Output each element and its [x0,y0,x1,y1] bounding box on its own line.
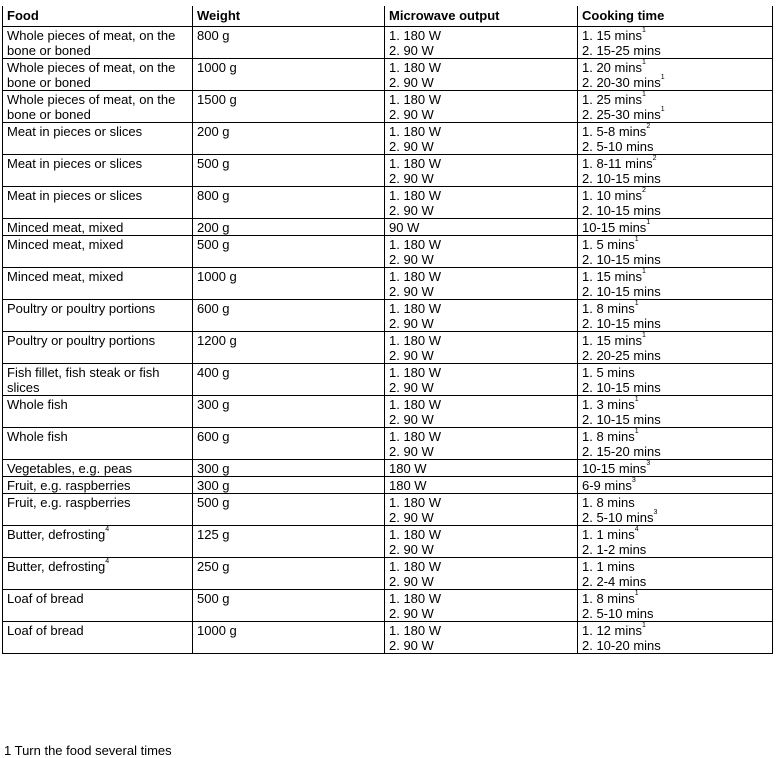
time-text: 1. 5 mins [582,365,635,380]
footnote-ref: 4 [105,526,110,533]
time-text: 2. 5-10 mins [582,606,654,621]
footnote-ref: 1 [646,219,651,226]
food-label: Loaf of bread [7,623,84,638]
cell-cooking-time [578,300,773,332]
time-step [582,107,768,122]
cell-cooking-time [578,558,773,590]
output-step: 2. 90 W [389,252,434,267]
cell-microwave-output [385,27,578,59]
footnote-ref: 1 [634,300,639,307]
cell-weight: 400 g [193,364,385,396]
footnote-ref: 1 [641,268,646,275]
time-step [582,43,768,58]
output-step: 180 W [389,478,427,493]
cell-weight: 200 g [193,123,385,155]
cell-food [3,494,193,526]
footnote-ref: 3 [631,477,636,484]
cell-weight: 1000 g [193,59,385,91]
time-text: 1. 8-11 mins [582,156,653,171]
output-step: 2. 90 W [389,203,434,218]
time-text: 1. 10 mins [582,188,642,203]
cell-microwave-output [385,155,578,187]
table-header-row [3,6,773,27]
cell-food [3,268,193,300]
time-text: 2. 10-15 mins [582,203,661,218]
food-label: Meat in pieces or slices [7,156,143,171]
time-step [582,606,768,621]
output-step: 1. 180 W [389,495,442,510]
time-step [582,220,768,235]
cell-cooking-time [578,59,773,91]
cell-weight: 500 g [193,590,385,622]
time-step [582,92,768,107]
cell-food [3,396,193,428]
footnote-ref: 1 [641,91,646,98]
output-step: 1. 180 W [389,188,442,203]
cell-weight: 800 g [193,27,385,59]
time-step [582,252,768,267]
cell-weight: 600 g [193,300,385,332]
table-row [3,219,773,236]
cell-cooking-time [578,27,773,59]
cell-microwave-output [385,622,578,654]
food-label: Vegetables, e.g. peas [7,461,133,476]
footnote-ref: 1 [641,332,646,339]
time-step [582,380,768,395]
cell-food [3,332,193,364]
cell-microwave-output [385,59,578,91]
time-step [582,333,768,348]
cell-weight: 600 g [193,428,385,460]
time-step [582,124,768,139]
time-step [582,156,768,171]
output-step: 1. 180 W [389,397,442,412]
table-row [3,59,773,91]
time-step [582,284,768,299]
time-text: 2. 15-20 mins [582,444,661,459]
output-step: 2. 90 W [389,380,434,395]
time-step [582,348,768,363]
cell-weight: 300 g [193,460,385,477]
time-text: 2. 10-15 mins [582,316,661,331]
output-step: 2. 90 W [389,444,434,459]
cell-microwave-output [385,91,578,123]
food-label: Whole pieces of meat, on the bone or boned [7,60,176,90]
time-step [582,28,768,43]
cell-cooking-time [578,332,773,364]
table-row [3,428,773,460]
time-text: 1. 8 mins [582,495,635,510]
output-step: 2. 90 W [389,606,434,621]
footnote-ref: 1 [634,236,639,243]
cell-microwave-output [385,219,578,236]
cell-cooking-time [578,268,773,300]
cell-microwave-output [385,123,578,155]
time-step [582,412,768,427]
time-text: 1. 8 mins [582,591,635,606]
time-text: 2. 2-4 mins [582,574,647,589]
time-text: 2. 25-30 mins [582,107,661,122]
time-step [582,171,768,186]
output-step: 2. 90 W [389,510,434,525]
time-step [582,444,768,459]
cell-food [3,477,193,494]
output-step: 1. 180 W [389,527,442,542]
cell-microwave-output [385,364,578,396]
output-step: 2. 90 W [389,284,434,299]
time-text: 1. 5 mins [582,237,635,252]
food-label: Butter, defrosting [7,527,106,542]
cell-food [3,155,193,187]
cell-microwave-output [385,494,578,526]
cell-food [3,123,193,155]
cell-microwave-output [385,428,578,460]
output-step: 2. 90 W [389,316,434,331]
table-row [3,123,773,155]
time-text: 1. 15 mins [582,28,642,43]
cell-microwave-output [385,236,578,268]
time-text: 1. 12 mins [582,623,642,638]
time-text: 1. 20 mins [582,60,642,75]
cell-microwave-output [385,590,578,622]
time-text: 2. 10-15 mins [582,380,661,395]
cell-microwave-output [385,460,578,477]
food-label: Meat in pieces or slices [7,124,143,139]
cell-cooking-time [578,396,773,428]
cell-weight: 250 g [193,558,385,590]
time-step [582,623,768,638]
time-text: 2. 20-25 mins [582,348,661,363]
table-row [3,155,773,187]
time-step [582,429,768,444]
cell-weight: 800 g [193,187,385,219]
food-label: Fish fillet, fish steak or fish slices [7,365,160,395]
time-step [582,75,768,90]
cell-cooking-time [578,590,773,622]
time-step [582,591,768,606]
cell-weight: 300 g [193,396,385,428]
time-step [582,60,768,75]
cell-cooking-time [578,187,773,219]
footnote-ref: 1 [660,106,665,113]
time-step [582,638,768,653]
output-step: 1. 180 W [389,124,442,139]
time-step [582,316,768,331]
footnote: 1 Turn the food several times [4,743,172,758]
time-step [582,461,768,476]
output-step: 1. 180 W [389,237,442,252]
cell-cooking-time [578,428,773,460]
time-text: 10-15 mins [582,461,647,476]
footnote-ref: 4 [105,558,110,565]
cell-cooking-time [578,494,773,526]
table-row [3,27,773,59]
time-text: 1. 5-8 mins [582,124,647,139]
table-row [3,187,773,219]
time-text: 2. 10-15 mins [582,284,661,299]
cell-food [3,300,193,332]
output-step: 1. 180 W [389,269,442,284]
output-step: 1. 180 W [389,28,442,43]
cell-microwave-output [385,268,578,300]
cell-microwave-output [385,332,578,364]
output-step: 1. 180 W [389,591,442,606]
food-label: Whole pieces of meat, on the bone or boned [7,92,176,122]
time-text: 2. 10-15 mins [582,252,661,267]
time-text: 1. 25 mins [582,92,642,107]
cell-food [3,59,193,91]
table-row [3,622,773,654]
cell-cooking-time [578,155,773,187]
food-label: Fruit, e.g. raspberries [7,495,131,510]
cell-weight: 1000 g [193,268,385,300]
cell-microwave-output [385,396,578,428]
time-step [582,478,768,493]
table-row [3,558,773,590]
table-row [3,396,773,428]
time-step [582,527,768,542]
output-step: 2. 90 W [389,171,434,186]
defrosting-table [2,6,773,654]
food-label: Minced meat, mixed [7,269,124,284]
food-label: Whole fish [7,397,68,412]
cell-weight: 200 g [193,219,385,236]
output-step: 180 W [389,461,427,476]
cell-microwave-output [385,187,578,219]
footnote-ref: 2 [652,155,657,162]
time-text: 2. 10-15 mins [582,171,661,186]
cell-weight: 1200 g [193,332,385,364]
cell-food [3,428,193,460]
header-microwave-output: Microwave output [385,6,578,27]
cell-food [3,622,193,654]
table-row [3,332,773,364]
footnote-ref: 4 [634,526,639,533]
cell-food [3,590,193,622]
table-row [3,268,773,300]
time-text: 1. 15 mins [582,269,642,284]
footnote-ref: 1 [634,396,639,403]
cell-cooking-time [578,236,773,268]
footnote-ref: 2 [646,123,651,130]
footnote-ref: 1 [641,27,646,34]
cell-weight: 300 g [193,477,385,494]
cell-cooking-time [578,123,773,155]
time-step [582,397,768,412]
time-text: 1. 15 mins [582,333,642,348]
output-step: 2. 90 W [389,139,434,154]
time-text: 1. 8 mins [582,429,635,444]
table-row [3,91,773,123]
time-text: 2. 20-30 mins [582,75,661,90]
table-row [3,364,773,396]
output-step: 2. 90 W [389,348,434,363]
time-text: 10-15 mins [582,220,647,235]
time-step [582,542,768,557]
cell-food [3,27,193,59]
output-step: 1. 180 W [389,156,442,171]
output-step: 1. 180 W [389,559,442,574]
cell-weight: 1000 g [193,622,385,654]
header-food: Food [3,6,193,27]
cell-food [3,460,193,477]
cell-microwave-output [385,477,578,494]
header-weight: Weight [193,6,385,27]
footnote-ref: 1 [641,622,646,629]
time-text: 1. 3 mins [582,397,635,412]
output-step: 1. 180 W [389,429,442,444]
time-step [582,139,768,154]
table-row [3,477,773,494]
time-step [582,559,768,574]
table-row [3,590,773,622]
cell-food [3,526,193,558]
output-step: 2. 90 W [389,412,434,427]
time-step [582,365,768,380]
output-step: 1. 180 W [389,92,442,107]
cell-food [3,558,193,590]
cell-cooking-time [578,91,773,123]
time-step [582,495,768,510]
cell-cooking-time [578,219,773,236]
cell-food [3,187,193,219]
footnote-ref: 1 [660,74,665,81]
cell-cooking-time [578,477,773,494]
cell-food [3,236,193,268]
table-row [3,300,773,332]
cell-weight: 1500 g [193,91,385,123]
time-step [582,574,768,589]
time-text: 2. 1-2 mins [582,542,647,557]
footnote-ref: 1 [634,590,639,597]
table-row [3,526,773,558]
time-step [582,510,768,525]
cell-weight: 125 g [193,526,385,558]
output-step: 2. 90 W [389,638,434,653]
cell-food [3,91,193,123]
cell-weight: 500 g [193,155,385,187]
cell-microwave-output [385,558,578,590]
time-step [582,301,768,316]
output-step: 1. 180 W [389,333,442,348]
cell-cooking-time [578,622,773,654]
time-step [582,237,768,252]
output-step: 2. 90 W [389,574,434,589]
food-label: Poultry or poultry portions [7,333,156,348]
time-text: 2. 10-20 mins [582,638,661,653]
cell-cooking-time [578,364,773,396]
cell-food [3,219,193,236]
time-text: 1. 8 mins [582,301,635,316]
output-step: 2. 90 W [389,542,434,557]
time-step [582,269,768,284]
output-step: 1. 180 W [389,623,442,638]
cell-food [3,364,193,396]
output-step: 1. 180 W [389,60,442,75]
table-row [3,460,773,477]
output-step: 2. 90 W [389,107,434,122]
table-body [3,27,773,654]
time-text: 1. 1 mins [582,527,635,542]
footnote-ref: 3 [646,460,651,467]
table-row [3,236,773,268]
food-label: Meat in pieces or slices [7,188,143,203]
food-label: Minced meat, mixed [7,220,124,235]
food-label: Whole pieces of meat, on the bone or boned [7,28,176,58]
time-text: 2. 5-10 mins [582,139,654,154]
footnote-ref: 1 [641,59,646,66]
food-label: Butter, defrosting [7,559,106,574]
cell-cooking-time [578,460,773,477]
time-text: 2. 5-10 mins [582,510,654,525]
footnote-ref: 2 [641,187,646,194]
cell-microwave-output [385,300,578,332]
output-step: 90 W [389,220,420,235]
food-label: Whole fish [7,429,68,444]
food-label: Fruit, e.g. raspberries [7,478,131,493]
food-label: Loaf of bread [7,591,84,606]
footnote-ref: 1 [634,428,639,435]
cell-weight: 500 g [193,236,385,268]
footnote-ref: 3 [653,509,658,516]
time-text: 6-9 mins [582,478,632,493]
output-step: 2. 90 W [389,75,434,90]
cell-weight: 500 g [193,494,385,526]
time-step [582,188,768,203]
food-label: Minced meat, mixed [7,237,124,252]
header-cooking-time: Cooking time [578,6,773,27]
time-text: 2. 15-25 mins [582,43,661,58]
output-step: 1. 180 W [389,365,442,380]
output-step: 2. 90 W [389,43,434,58]
output-step: 1. 180 W [389,301,442,316]
table-row [3,494,773,526]
time-text: 2. 10-15 mins [582,412,661,427]
cell-cooking-time [578,526,773,558]
time-step [582,203,768,218]
time-text: 1. 1 mins [582,559,635,574]
cell-microwave-output [385,526,578,558]
food-label: Poultry or poultry portions [7,301,156,316]
